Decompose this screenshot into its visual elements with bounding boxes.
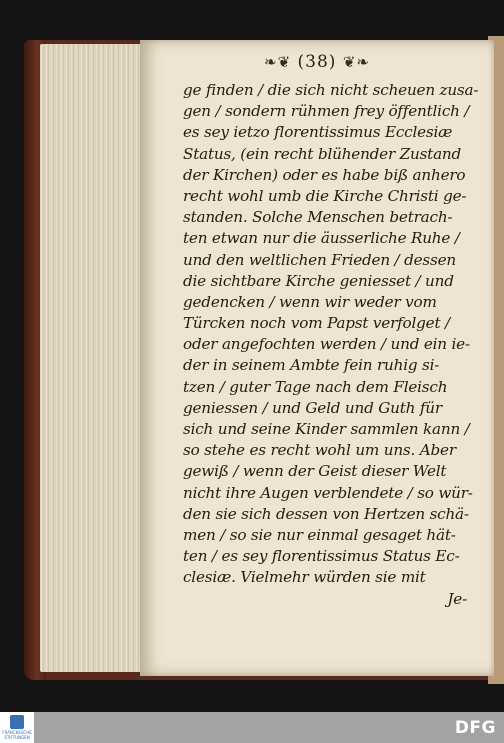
text-line: geniessen / und Geld und Guth für (183, 398, 442, 417)
text-line: und den weltlichen Frieden / dessen (183, 250, 456, 269)
ornament-right-icon: ❦❧ (342, 53, 370, 71)
text-line: clesiæ. Vielmehr würden sie mit (183, 568, 426, 587)
institution-logo[interactable] (0, 712, 34, 743)
text-line: die sichtbare Kirche geniesset / und (183, 271, 454, 290)
text-line: der Kirchen) oder es habe biß anhero (183, 165, 466, 184)
page-number: (38) (297, 52, 337, 72)
text-line: standen. Solche Menschen betrach- (183, 208, 453, 227)
page-stack (40, 44, 144, 672)
text-line: so stehe es recht wohl um uns. Aber (183, 441, 456, 460)
text-line: recht wohl umb die Kirche Christi ge- (183, 186, 467, 205)
text-line: tzen / guter Tage nach dem Fleisch (183, 377, 448, 396)
text-line: den sie sich dessen von Hertzen schä- (183, 504, 469, 523)
text-line: Türcken noch vom Papst verfolget / (183, 314, 450, 333)
text-line: der in seinem Ambte fein ruhig si- (183, 356, 440, 375)
text-line: es sey ietzo florentissimus Ecclesiæ (183, 123, 453, 142)
logo-mark-icon (10, 715, 24, 729)
text-line: oder angefochten werden / und ein ie- (183, 335, 470, 354)
page-header (140, 52, 494, 72)
viewer-footer-bar (0, 712, 504, 743)
catchword: Je- (447, 589, 467, 608)
page-text (183, 80, 479, 610)
text-line: ten etwan nur die äusserliche Ruhe / (183, 229, 460, 248)
text-line: men / so sie nur einmal gesaget hät- (183, 525, 456, 544)
text-line: nicht ihre Augen verblendete / so wür- (183, 483, 473, 502)
dfg-logo[interactable]: DFG (454, 718, 496, 738)
text-line: sich und seine Kinder sammlen kann / (183, 420, 470, 438)
text-line: ten / es sey florentissimus Status Ec- (183, 547, 460, 566)
logo-text: FRANCKESCHE STIFTUNGEN (2, 730, 32, 740)
text-line: Status, (ein recht blühender Zustand (183, 144, 462, 163)
text-line: gedencken / wenn wir weder vom (183, 292, 437, 311)
text-line: gen / sondern rühmen frey öffentlich / (183, 102, 470, 121)
text-line: gewiß / wenn der Geist dieser Welt (183, 462, 447, 481)
ornament-left-icon: ❧❦ (264, 53, 292, 71)
text-line: ge finden / die sich nicht scheuen zusa- (183, 81, 479, 99)
